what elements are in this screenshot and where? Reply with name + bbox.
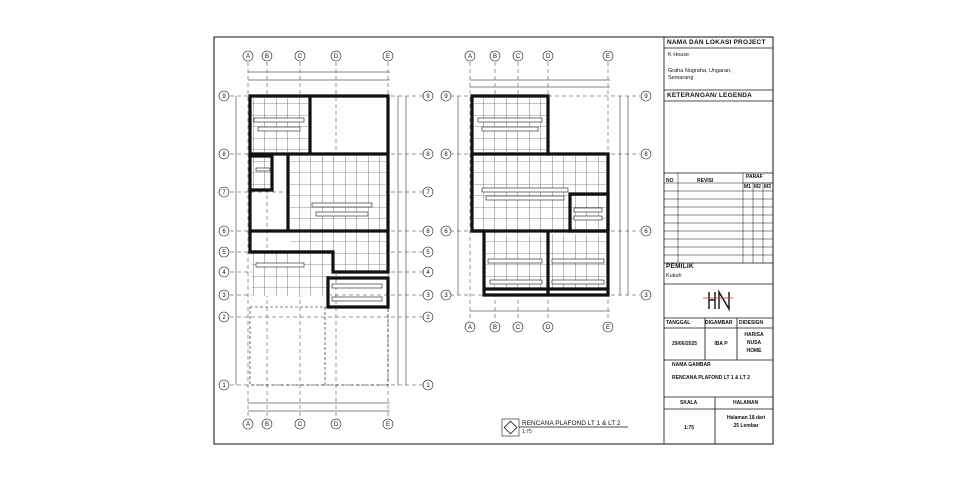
grid-label-bottom-d: D: [333, 422, 339, 428]
designed-value: HARISA NUSA HOME: [744, 332, 764, 354]
grid-label-top-c: C: [297, 54, 303, 60]
drawing-name-value: RENCANA PLAFOND LT 1 & LT 2: [672, 375, 750, 381]
grid2-left-6: 6: [444, 229, 448, 235]
grid-label-top-e: E: [385, 54, 391, 60]
legend-heading: KETERANGAN/ LEGENDA: [667, 92, 753, 99]
grid-label-bottom-e: E: [385, 422, 391, 428]
grid-num-left-4: 4: [222, 270, 226, 276]
project-name: K House: [668, 52, 690, 58]
project-location: Graha Nugraha, Ungaran, Semarang: [668, 68, 732, 81]
grid-num-left-6: 6: [222, 229, 226, 235]
grid-num-right-5: 5: [426, 250, 430, 256]
grid2-right-9: 9: [644, 94, 648, 100]
grid-num-right-6: 6: [426, 229, 430, 235]
grid-label-top-d: D: [333, 54, 339, 60]
grid2-bottom-e: E: [605, 325, 611, 331]
designed-label: DIDESIGN: [739, 320, 764, 326]
grid2-top-a: A: [467, 54, 473, 60]
date-label: TANGGAL: [666, 320, 691, 326]
owner-label: PEMILIK: [666, 263, 694, 270]
project-heading: NAMA DAN LOKASI PROJECT: [667, 39, 766, 46]
scale-label: SKALA: [680, 400, 698, 406]
grid2-right-6: 6: [644, 229, 648, 235]
grid-num-left-8: 8: [222, 152, 226, 158]
page-value: Halaman 18 dari 25 Lembar: [726, 415, 766, 429]
drawing-name-label: NAMA GAMBAR: [672, 362, 711, 368]
grid-num-right-4: 4: [426, 270, 430, 276]
drawing-title-callout: [502, 419, 628, 436]
plan-lt1: [219, 51, 433, 429]
grid2-left-8: 8: [444, 152, 448, 158]
grid2-left-9: 9: [444, 94, 448, 100]
grid2-bottom-d: D: [545, 325, 551, 331]
drawing-title: RENCANA PLAFOND LT 1 & LT 2: [522, 420, 621, 427]
drawn-value: IBA P: [714, 341, 728, 347]
grid2-right-3: 3: [644, 293, 648, 299]
grid-num-left-7: 7: [222, 190, 226, 196]
scale-value: 1:75: [684, 425, 695, 431]
paraf-col-m3: M3: [764, 184, 771, 190]
grid-num-right-3: 3: [426, 293, 430, 299]
revision-no-label: NO: [666, 178, 674, 184]
grid2-bottom-c: C: [515, 325, 521, 331]
grid-label-top-a: A: [245, 54, 251, 60]
plan-lt2: [441, 51, 651, 332]
grid2-top-e: E: [605, 54, 611, 60]
grid-num-left-5: 5: [222, 250, 226, 256]
paraf-col-m1: M1: [744, 184, 751, 190]
owner-name: Kukuh: [666, 273, 682, 279]
grid-num-left-2: 2: [222, 315, 226, 321]
grid-num-right-2: 2: [426, 315, 430, 321]
grid-num-right-9: 9: [426, 94, 430, 100]
grid-num-left-1: 1: [222, 383, 226, 389]
grid2-top-d: D: [545, 54, 551, 60]
paraf-col-m2: M2: [754, 184, 761, 190]
paraf-label: PARAF: [746, 174, 763, 180]
grid-label-bottom-c: C: [297, 422, 303, 428]
grid2-bottom-b: B: [492, 325, 498, 331]
page-label: HALAMAN: [733, 400, 759, 406]
grid-label-bottom-b: B: [264, 422, 270, 428]
grid2-top-b: B: [492, 54, 498, 60]
grid-num-right-1: 1: [426, 383, 430, 389]
date-value: 29/06/2025: [671, 341, 698, 347]
grid-num-left-9: 9: [222, 94, 226, 100]
grid-num-left-3: 3: [222, 293, 226, 299]
drawn-label: DIGAMBAR: [705, 320, 733, 326]
grid2-bottom-a: A: [467, 325, 473, 331]
grid-label-top-b: B: [264, 54, 270, 60]
grid-num-right-7: 7: [426, 190, 430, 196]
grid2-top-c: C: [515, 54, 521, 60]
drawing-scale: 1:75: [522, 429, 532, 435]
grid-label-bottom-a: A: [245, 422, 251, 428]
company-logo: [703, 292, 733, 309]
grid2-right-8: 8: [644, 152, 648, 158]
grid2-left-3: 3: [444, 293, 448, 299]
grid-num-right-8: 8: [426, 152, 430, 158]
revision-label: REVISI: [697, 178, 714, 184]
